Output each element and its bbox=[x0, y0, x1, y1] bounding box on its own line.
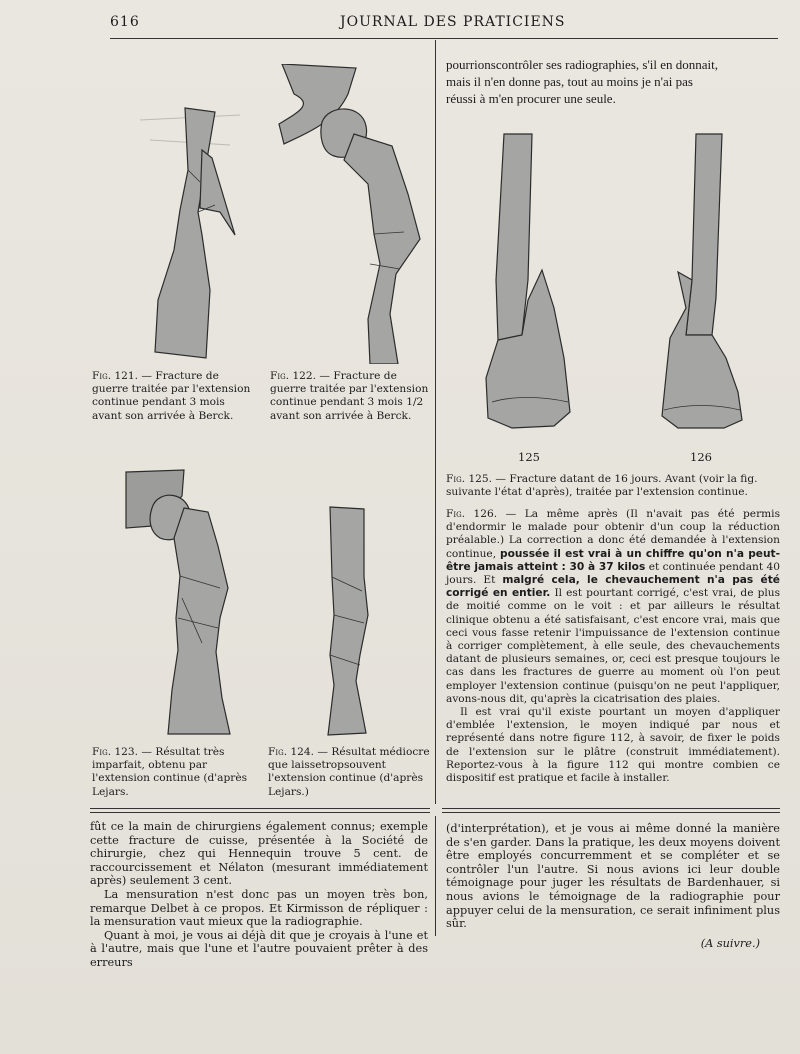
column-divider-top bbox=[435, 40, 436, 804]
bottom-left-paragraph-2: La mensuration n'est donc pas un moyen très bon, remarque Delbet à ce propos. Et Kirmisson de répliquer : la mensuration vaut mieux que la radiographie. bbox=[90, 887, 428, 929]
figure-126-label: Fig. 126. bbox=[446, 508, 498, 520]
figure-125-drawing bbox=[482, 130, 574, 430]
column-divider-bottom bbox=[435, 816, 436, 936]
figure-126-bold-2: malgré cela, le chevauchement n'a pas été corrigé en entier. bbox=[446, 574, 780, 600]
bottom-left-column bbox=[90, 820, 428, 970]
figure-123-caption bbox=[92, 746, 262, 799]
figure-126-caption bbox=[446, 508, 780, 785]
figure-126-text-2: et continuée pendant 40 jours. Et bbox=[446, 560, 781, 587]
bottom-right-column bbox=[446, 822, 780, 950]
right-separator-rule bbox=[442, 808, 780, 809]
figure-124-caption bbox=[268, 746, 433, 799]
figure-122-caption bbox=[270, 370, 430, 423]
figure-126-drawing bbox=[656, 130, 748, 430]
figure-124-text: — Résultat médiocre que laissetropsouvent l'extension continue (d'après Lejars.) bbox=[268, 746, 430, 798]
lead-line-1: pourrionscontrôler ses radiographies, s'il en donnait, bbox=[446, 57, 719, 72]
right-separator-rule-2 bbox=[442, 812, 780, 813]
figure-121-text: — Fracture de guerre traitée par l'extension continue pendant 3 mois avant son arrivée à Berck. bbox=[92, 370, 251, 422]
bottom-left-paragraph-1: fût ce la main de chirurgiens également connus; exemple cette fracture de cuisse, présentée à la Société de chirurgie, chez qui Hennequin trouve 5 cent. de raccourcissement et Nélaton (mesurant immédiatement après) seulement 3 cent. bbox=[90, 820, 428, 888]
header-rule bbox=[110, 38, 778, 39]
figure-123-label: Fig. 123. bbox=[92, 746, 139, 758]
bottom-left-paragraph-3: Quant à moi, je vous ai déjà dit que je croyais à l'une et à l'autre, mais que l'une et l'autre pouvaient prêter à des erreurs bbox=[90, 928, 428, 969]
figure-126-text-4: Il est vrai qu'il existe pourtant un moyen d'appliquer d'emblée l'extension, le moyen indiqué par nous et représenté dans notre figure 112, à savoir, de fixer le poids de l'extension sur le plâtre (construit immédiatement). Reportez-vous à la figure 112 qui montre combien ce dispositif est pratique et facile à installer. bbox=[446, 706, 780, 785]
left-separator-rule bbox=[90, 808, 430, 809]
figure-121-label: Fig. 121. bbox=[92, 370, 139, 382]
figure-123-text: — Résultat très imparfait, obtenu par l'extension continue (d'après Lejars. bbox=[92, 746, 248, 798]
figure-122-text: — Fracture de guerre traitée par l'extension continue pendant 3 mois 1/2 avant son arrivée à Berck. bbox=[270, 370, 429, 422]
figure-125-caption bbox=[446, 473, 780, 499]
figure-126-text-3: Il est pourtant corrigé, c'est vrai, de plus de moitié comme on le voit : et par ailleurs le résultat clinique obtenu a été satisfaisant, c'est encore vrai, mais que ceci vous fasse retenir l'impuissance de l'extension continue à corriger complètement, à elle seule, des chevauchements datant de plusieurs semaines, or, ceci est presque toujours le cas dans les fractures de guerre au moment où l'on peut employer l'extension continue (puisqu'on ne peut l'appliquer, avons-nous dit, qu'après la cicatrisation des plaies. bbox=[446, 587, 781, 705]
lead-paragraph bbox=[446, 56, 786, 107]
left-separator-rule-2 bbox=[90, 812, 430, 813]
figure-125-text: — Fracture datant de 16 jours. Avant (voir la fig. suivante l'état d'après), traitée par l'extension continue. bbox=[446, 473, 758, 499]
figure-121-caption bbox=[92, 370, 257, 423]
journal-title: JOURNAL DES PRATICIENS bbox=[340, 14, 566, 30]
figure-125-number: 125 bbox=[518, 450, 540, 464]
lead-line-3: réussi à m'en procurer une seule. bbox=[446, 91, 616, 106]
figure-126-number: 126 bbox=[690, 450, 712, 464]
figure-123-drawing bbox=[122, 468, 250, 736]
figure-122-label: Fig. 122. bbox=[270, 370, 317, 382]
figure-122-drawing bbox=[274, 64, 430, 364]
lead-line-2: mais il n'en donne pas, tout au moins je n'ai pas bbox=[446, 74, 693, 89]
figure-126-text-1: — La même après (Il n'avait pas été permis d'endormir le malade pour obtenir d'un coup la réduction préalable.) La correction a donc été demandée à l'extension continue, bbox=[446, 508, 781, 560]
figure-124-drawing bbox=[320, 505, 376, 737]
a-suivre: (A suivre.) bbox=[700, 936, 760, 950]
figure-125-label: Fig. 125. bbox=[446, 473, 493, 485]
figure-126-bold-1: poussée il est vrai à un chiffre qu'on n'a peut-être jamais atteint : 30 à 37 kilos bbox=[446, 547, 780, 573]
bottom-right-paragraph-1: (d'interprétation), et je vous ai même donné la manière de s'en garder. Dans la pratique, les deux moyens doivent être employés concurremment et se compléter et se contrôler l'un l'autre. Si nous avions ici leur double témoignage pour juger les résultats de Bardenhauer, si nous avions le témoignage de la radiographie pour appuyer celui de la mensuration, ce serait infiniment plus sûr. bbox=[446, 822, 780, 931]
figure-124-label: Fig. 124. bbox=[268, 746, 315, 758]
page-number: 616 bbox=[110, 14, 140, 30]
figure-121-drawing bbox=[140, 100, 250, 360]
